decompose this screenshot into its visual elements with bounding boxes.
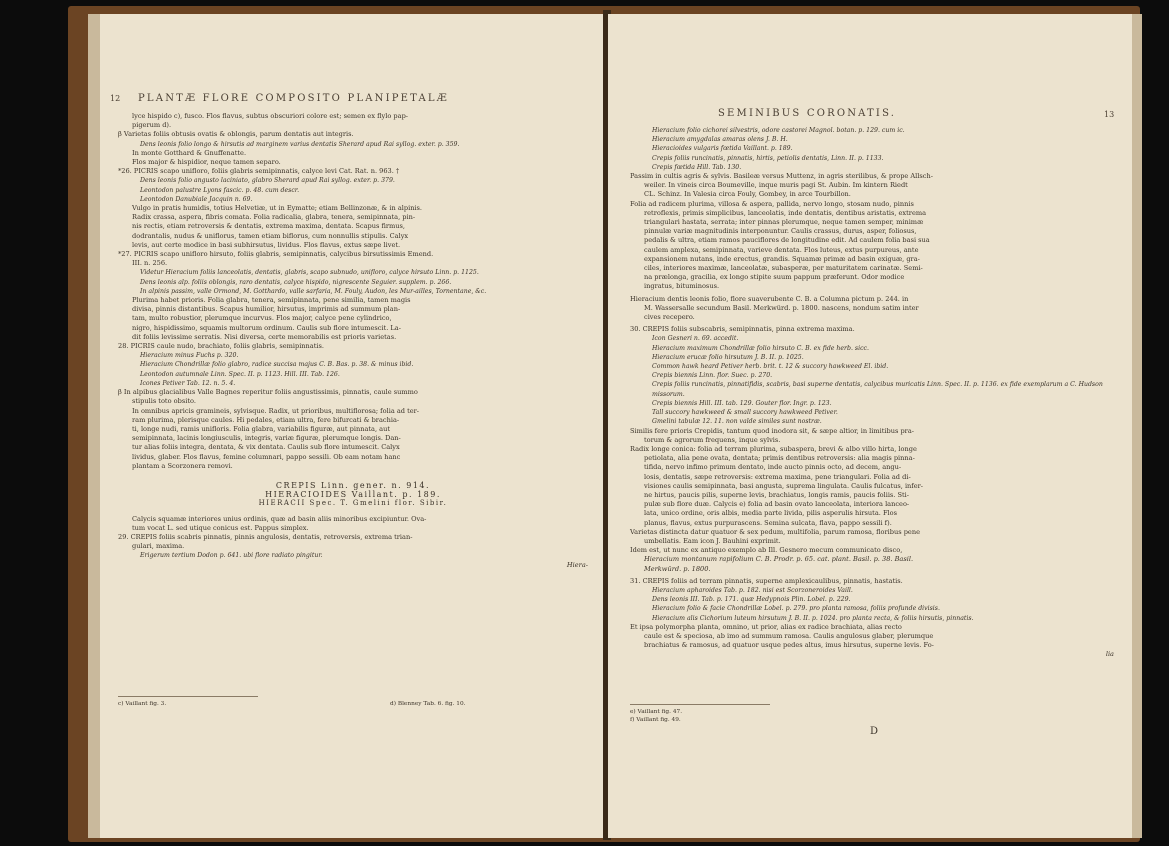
synonym-line: Hieracium minus Fuchs p. 320. bbox=[140, 352, 239, 360]
text-line: M. Wassersalle secundum Basil. Merkwürd. p. 1800. nascens, nondum satim inter bbox=[644, 303, 919, 312]
synonym-line: Crepis foliis runcinatis, pinnatis, hirtis, petiolis dentatis, Linn. II. p. 1133. bbox=[652, 154, 884, 162]
synonym-line: Crepis biennis Hill. III. tab. 129. Gouter flor. Ingr. p. 123. bbox=[652, 399, 832, 407]
footnote-left: c) Vaillant fig. 3. bbox=[118, 701, 167, 707]
text-line: divisa, pinnis distantibus. Scapus humilior, hirsutus, imprimis ad summum plan- bbox=[132, 305, 401, 314]
text-line: retroflexis, primis simplicibus, lanceolatis, inde dentatis, dentibus aristatis, extrema bbox=[644, 208, 927, 217]
synonym-line: Leontodon autumnale Linn. Spec. II. p. 1123. Hill. III. Tab. 126. bbox=[140, 370, 340, 378]
text-line: tum vocat L. sed utique conicus est. Pappus simplex. bbox=[132, 523, 309, 532]
text-line: Similis fere prioris Crepidis, tantum quod inodora sit, & sæpe altior, in limitibus pra- bbox=[630, 426, 914, 435]
text-line: dit foliis levissime serratis. Nisi diversa, certe memorabilis est prioris varietas. bbox=[132, 332, 397, 341]
text-line: plantam a Scorzonera removi. bbox=[132, 461, 233, 470]
text-line: nis rectis, etiam retroversis & dentatis, extrema maxima, dentata. Scapus firmus, bbox=[132, 222, 406, 231]
text-line: Hieracium dentis leonis folio, flore suaverubente C. B. a Columna pictum p. 244. in bbox=[630, 294, 909, 303]
text-line: ciles, interiores maximæ, lanceolatæ, subasperæ, per maturitatem carinatæ. Semi- bbox=[644, 264, 923, 273]
text-line: tam, multo robustior, plerumque incurvus. Flos major, calyce pene cylindrico, bbox=[132, 314, 392, 323]
text-line: CL. Schinz. In Valesia circa Fouly, Gombey, in arce Tourbillon. bbox=[644, 190, 851, 199]
text-line: tifida, nervo infimo primum dentato, inde aucto pinnis octo, ad decem, angu- bbox=[644, 463, 902, 472]
text-line: β In alpibus glacialibus Valle Bagnes reperitur foliis angustissimis, pinnatis, caule summo bbox=[118, 388, 418, 397]
text-line: lividus, glaber. Flos flavus, femine columnari, pappo sessili. Ob eam notam hanc bbox=[132, 452, 401, 461]
text-line: torum & agrorum frequens, inque sylvis. bbox=[644, 435, 781, 444]
synonym-line: Hieracium apharoides Tab. p. 182. nisi est Scorzoneroides Vaill. bbox=[652, 586, 853, 594]
text-line: Radix longe conica: folia ad terram plurima, subaspera, brevi & albo villo hirta, longe bbox=[630, 444, 917, 453]
text-line: Radix crassa, aspera, fibris comata. Folia radicalia, glabra, tenera, semipinnata, pin- bbox=[132, 213, 416, 222]
left-page-number: 12 bbox=[110, 94, 121, 103]
text-line: Calycis squamæ interiores unius ordinis, quæ ad basin aliis minoribus excipiuntur. Ova- bbox=[132, 514, 427, 523]
text-line: β Varietas foliis obtusis ovatis & oblongis, parum dentatis aut integris. bbox=[118, 130, 354, 139]
synonym-line: Erigerum tertium Dodon p. 641. ubi flore radiato pingitur. bbox=[140, 552, 323, 560]
right-page bbox=[608, 14, 1132, 838]
text-line: lyce hispido c), fusco. Flos flavus, subtus obscuriori colore est; semen ex flylo pap- bbox=[132, 112, 409, 120]
text-line: Hieracium montanum rapifolium C. B. Prodr. p. 65. cat. plant. Basil. p. 38. Basil. bbox=[644, 555, 914, 564]
text-line: Idem est, ut nunc ex antiquo exemplo ab Ill. Gesnero mecum communicato disco, bbox=[630, 546, 903, 555]
catchword: Hiera- bbox=[566, 560, 588, 569]
synonym-line: Hieracium folio cichorei silvestris, odore castorei Magnol. botan. p. 129. cum ic. bbox=[652, 127, 905, 134]
footnote: f) Vaillant fig. 49. bbox=[630, 717, 681, 723]
text-line: visiones caulis semipinnata, basi angusta, suprema lingulata. Caulis fulcatus, infer- bbox=[644, 481, 924, 490]
text-line: In monte Gotthard & Gnuffenatte. bbox=[132, 148, 247, 157]
synonym-line: Leontodon palustre Lyons fascic. p. 48. cum descr. bbox=[140, 186, 300, 194]
text-line: Flos major & hispidior, neque tamen separo. bbox=[132, 158, 281, 167]
footnote-rule bbox=[630, 704, 770, 705]
synonym-line: In alpinis passim, valle Ormond, M. Gotthardo, valle sarfaria, M. Fouly, Audon, les Mur-ailles, Tornentane, &c. bbox=[140, 287, 487, 295]
text-line: ne hirtus, paucis pilis, superne levis, brachiatus, longis ramis, paucis foliis. Sti- bbox=[644, 490, 910, 499]
text-line: tur alias foliis integra, dentata, & vix dentata. Caulis sub flore intumescit. Calyx bbox=[132, 443, 400, 452]
footnote-right: d) Blenney Tab. 6. fig. 10. bbox=[390, 701, 466, 707]
text-line: Et ipsa polymorpha planta, omnino, ut prior, alias ex radice brachiata, alias recto bbox=[630, 622, 902, 631]
text-line: weiler. In vineis circa Boumeville, inque muris pagi St. Aubin. Im kintern Riedt bbox=[644, 181, 908, 190]
synonym-line: Dens leonis folio longo & hirsutis ad marginem varius dentatis Sherard apud Rai syllog. exter. p. 359. bbox=[140, 140, 460, 148]
text-line: cives recepero. bbox=[644, 313, 695, 322]
text-line: Merkwürd. p. 1800. bbox=[644, 564, 711, 573]
text-line: Varietas distincta datur quatuor & sex pedum, multifolia, parum ramosa, floribus pene bbox=[630, 527, 920, 536]
synonym-line: Hieracium folio & facie Chondrillæ Lobel. p. 279. pro planta ramosa, foliis profunde divisis. bbox=[652, 605, 940, 613]
text-line: Passim in cultis agris & sylvis. Basileæ versus Muttenz, in agris sterilibus, & prope Allsch- bbox=[630, 172, 933, 181]
catchword: lia bbox=[1105, 650, 1114, 659]
synonym-line: Gmelini tabulæ 12. 11. non valde similes sunt nostræ. bbox=[652, 418, 822, 426]
text-line: ingratus, bituminosus. bbox=[644, 282, 720, 291]
text-line: brachiatus & ramosus, ad quatuor usque pedes altus, imus hirsutus, superne levis. Fo- bbox=[644, 641, 934, 650]
synonym-line: Hieracium alis Cichorium luteum hirsutum J. B. II. p. 1024. pro planta recta, & foliis hirsutis, pinnatis. bbox=[652, 614, 974, 622]
text-line: nigro, hispidissimo, squamis multorum ordinum. Caulis sub flore intumescit. La- bbox=[132, 323, 401, 332]
footnote-rule bbox=[118, 696, 258, 697]
species-entry: *27. PICRIS scapo unifloro hirsuto, foliis glabris, semipinnatis, calycibus birsutissimis Emend. bbox=[118, 250, 434, 259]
synonym-line: Videtur Hieracium foliis lanceolatis, dentatis, glabris, scapo subnudo, unifloro, calyce hirsuto Linn. p. 1125. bbox=[140, 269, 479, 277]
text-line: pinnulæ variæ magnitudinis interponuntur. Caulis crassus, durus, asper, foliosus, bbox=[644, 227, 917, 236]
synonym-line: Dens leonis alp. foliis oblongis, raro dentatis, calyce hispido, nigrescente Seguier. supplem. p. 266. bbox=[140, 278, 452, 286]
synonym-line: Dens leonis folio angusto laciniato, glabro Sherard apud Rai syllog. exter. p. 379. bbox=[140, 177, 395, 185]
left-page-edges bbox=[88, 14, 100, 838]
text-line: stipulis toto obsito. bbox=[132, 397, 196, 406]
left-text-block bbox=[118, 112, 588, 570]
footnote: e) Vaillant fig. 47. bbox=[630, 709, 683, 715]
synonym-line: Hieracium maximum Chondrillæ folio hirsuto C. B. ex fide herb. sicc. bbox=[652, 344, 869, 352]
synonym-line: Leontodon Danubiale Jacquin n. 69. bbox=[140, 195, 253, 203]
species-entry: *26. PICRIS scapo unifloro, foliis glabris semipinnatis, calyce levi Cat. Rat. n. 963. † bbox=[118, 167, 400, 176]
synonym-line: Dens leonis III. Tab. p. 171. quæ Hedypnois Plin. Lobel. p. 229. bbox=[652, 596, 851, 604]
text-line: planus, flavus, extus purpurascens. Semina sulcata, flava, pappo sessili f). bbox=[644, 518, 892, 527]
text-line: In omnibus apricis gramineis, sylvisque. Radix, ut prioribus, multiflorosa; folia ad ter- bbox=[132, 406, 420, 415]
species-entry: 28. PICRIS caule nudo, brachiato, foliis glabris, semipinnatis. bbox=[118, 342, 324, 351]
text-line: umbellatis. Eam icon J. Bauhini exprimit. bbox=[644, 536, 781, 545]
species-entry: 29. CREPIS foliis scabris pinnatis, pinnis angulosis, dentatis, retroversis, extrema trian- bbox=[118, 532, 413, 541]
synonym-line: Crepis fœtida Hill. Tab. 130. bbox=[652, 163, 742, 171]
text-line: Vulgo in pratis humidis, totius Helvetiæ, ut in Eymatte; etiam Bellinzonæ, & in alpinis. bbox=[132, 204, 423, 213]
right-page-number: 13 bbox=[1104, 110, 1115, 119]
text-line: ram plurima, plerisque caules. Hi pedales, etiam ultra, fere bifurcati & brachia- bbox=[132, 415, 400, 424]
species-entry: 31. CREPIS foliis ad terram pinnatis, superne amplexicaulibus, pinnatis, hastatis. bbox=[630, 576, 903, 585]
text-line: caulem amplexa, semipinnata, varieve dentata. Flos luteus, extus purpureus, ante bbox=[644, 245, 919, 254]
text-line: expansionem nutans, inde erectus, grandis. Squamæ primæ ad basin exiguæ, gra- bbox=[644, 254, 920, 263]
left-running-head: PLANTÆ FLORE COMPOSITO PLANIPETALÆ bbox=[138, 93, 449, 104]
synonym-line: Hieracium Chondrillæ folio glabro, radice succisa majus C. B. Bas. p. 38. & minus ibid. bbox=[140, 361, 414, 369]
left-page bbox=[100, 14, 605, 838]
text-line: gulari, maxima. bbox=[132, 542, 185, 551]
text-line: pedalis & ultra, etiam ramos pauciflores de longitudine edit. Ad caulem folia basi sua bbox=[644, 236, 930, 245]
synonym-line: Icones Petiver Tab. 12. n. 5. 4. bbox=[140, 379, 236, 387]
synonym-line: Crepis biennis Linn. flor. Suec. p. 270. bbox=[652, 372, 773, 380]
species-entry: 30. CREPIS foliis subscabris, semipinnatis, pinna extrema maxima. bbox=[630, 325, 855, 334]
synonym-line: Tall succory hawkweed & small succory hawkweed Petiver. bbox=[652, 409, 838, 417]
text-line: Folia ad radicem plurima, villosa & aspera, pallida, nervo longo, stosam nudo, pinnis bbox=[630, 199, 914, 208]
synonym-line: Crepis foliis runcinatis, pinnatifidis, scabris, basi superne dentatis, calycibus muricatis Linn. Spec. II. p. 1136. ex fide exemplarum a C. Hudson missorum. bbox=[652, 381, 1103, 398]
genus-subheading: HIERACIOIDES Vaillant. p. 189. bbox=[265, 490, 441, 500]
text-line: levis, aut certe modice in basi subhirsutus, lividus. Flos flavus, extus sæpe livet. bbox=[132, 240, 401, 249]
synonym-line: Hieracium erucæ folio hirsutum J. B. II. p. 1025. bbox=[652, 353, 804, 361]
signature-mark: D bbox=[870, 726, 879, 737]
text-line: pigerum d). bbox=[132, 121, 172, 130]
text-line: III. n. 256. bbox=[132, 259, 168, 268]
genus-subheading: HIERACII Spec. T. Gmelini flor. Sibir. bbox=[258, 499, 448, 508]
genus-heading: CREPIS Linn. gener. n. 914. bbox=[275, 480, 431, 490]
text-line: ti, longe nudi, ramis unifloris. Folia glabra, variabilis figuræ, aut pinnata, aut bbox=[132, 424, 390, 433]
text-line: triangulari hastata, serrata; inter pinnas plerumque, neque tamen semper, minimæ bbox=[644, 218, 924, 227]
text-line: Plurima habet prioris. Folia glabra, tenera, semipinnata, pene similia, tamen magis bbox=[132, 296, 411, 305]
right-text-block bbox=[630, 126, 1114, 660]
text-line: lata, unico ordine, oris albis, media parte livida, pilis asperulis hirsuta. Flos bbox=[644, 509, 897, 518]
text-line: semipinnata, lacinis longiusculis, integris, variæ figuræ, plerumque longis. Dan- bbox=[132, 434, 401, 443]
text-line: petiolata, alia pene ovata, dentata; primis dentibus retroversis: alia magis pinna- bbox=[644, 454, 915, 463]
synonym-line: Hieracium amygdalas amaras olens J. B. H. bbox=[652, 136, 788, 144]
synonym-line: Hieracioides vulgaris fœtida Vaillant. p. 189. bbox=[652, 145, 793, 153]
synonym-line: Common hawk heard Petiver herb. brit. t. 12 & succory hawkweed El. ibid. bbox=[652, 363, 889, 371]
text-line: na prælonga, gracilia, ex longo stipite suum pappum præferunt. Odor modice bbox=[644, 273, 905, 282]
text-line: dodrantalis, nudus & uniflorus, tamen etiam biflorus, cum nonnullis stipulis. Calyx bbox=[132, 231, 409, 240]
right-running-head: SEMINIBUS CORONATIS. bbox=[718, 108, 897, 119]
text-line: pulæ sub flore duæ. Calycis e) folia ad basin ovato lanceolata, interiora lanceo- bbox=[644, 500, 910, 509]
text-line: losis, dentatis, sæpe retroversis: extrema maxima, pene triangulari. Folia ad di- bbox=[644, 472, 911, 481]
text-line: caule est & speciosa, ab imo ad summum ramosa. Caulis angulosus glaber, plerumque bbox=[644, 631, 934, 640]
right-page-edges bbox=[1132, 14, 1142, 838]
synonym-line: Icon Gesneri n. 69. accedit. bbox=[652, 335, 739, 343]
